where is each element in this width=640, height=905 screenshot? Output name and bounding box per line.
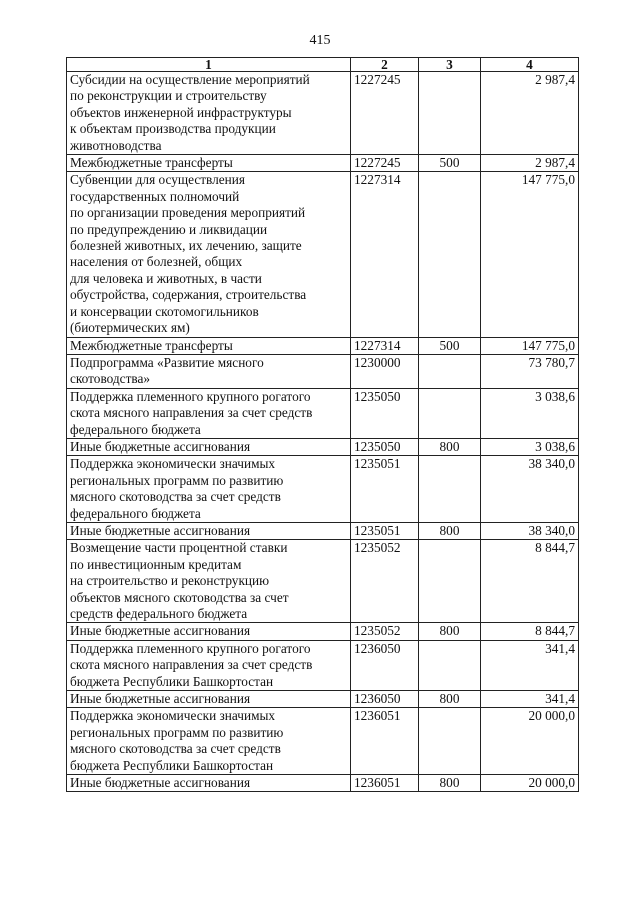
row-code-cell: 1235051 bbox=[351, 522, 419, 539]
row-amount-cell: 73 780,7 bbox=[481, 354, 579, 388]
row-type-cell: 800 bbox=[419, 623, 481, 640]
table-row bbox=[67, 388, 579, 438]
budget-table bbox=[66, 57, 579, 792]
row-code-cell: 1235050 bbox=[351, 438, 419, 455]
row-amount-cell: 341,4 bbox=[481, 640, 579, 690]
table-body bbox=[67, 72, 579, 792]
row-name-cell: Межбюджетные трансферты bbox=[67, 155, 351, 172]
row-amount-cell: 20 000,0 bbox=[481, 708, 579, 775]
row-amount-cell: 8 844,7 bbox=[481, 623, 579, 640]
row-amount-cell: 3 038,6 bbox=[481, 438, 579, 455]
row-name-cell: Субвенции для осуществления государственных полномочий по организации проведения мероприятий по предупреждению и ликвидации болезней животных, их лечению, защите населения от болезней, общих для человека и животных, в части обустройства, содержания, строительства и консервации скотомогильников (биотермических ям) bbox=[67, 172, 351, 337]
table-row bbox=[67, 456, 579, 523]
row-type-cell: 800 bbox=[419, 522, 481, 539]
row-name-cell: Иные бюджетные ассигнования bbox=[67, 623, 351, 640]
row-amount-cell: 8 844,7 bbox=[481, 540, 579, 623]
page-number: 415 bbox=[309, 33, 331, 48]
row-amount-cell: 147 775,0 bbox=[481, 172, 579, 337]
row-name-cell: Поддержка экономически значимых региональных программ по развитию мясного скотоводства за счет средств федерального бюджета bbox=[67, 456, 351, 523]
row-amount-cell: 38 340,0 bbox=[481, 522, 579, 539]
row-name-cell: Иные бюджетные ассигнования bbox=[67, 438, 351, 455]
row-code-cell: 1227245 bbox=[351, 155, 419, 172]
row-type-cell bbox=[419, 388, 481, 438]
table-row bbox=[67, 354, 579, 388]
row-code-cell: 1227245 bbox=[351, 72, 419, 155]
table-row bbox=[67, 337, 579, 354]
row-name-cell: Иные бюджетные ассигнования bbox=[67, 522, 351, 539]
row-name-cell: Межбюджетные трансферты bbox=[67, 337, 351, 354]
row-code-cell: 1235050 bbox=[351, 388, 419, 438]
row-type-cell: 500 bbox=[419, 337, 481, 354]
row-code-cell: 1235052 bbox=[351, 540, 419, 623]
table-row bbox=[67, 775, 579, 792]
row-type-cell: 800 bbox=[419, 775, 481, 792]
row-name-cell: Поддержка племенного крупного рогатого скота мясного направления за счет средств бюджета Республики Башкортостан bbox=[67, 640, 351, 690]
row-type-cell bbox=[419, 172, 481, 337]
table-row bbox=[67, 72, 579, 155]
row-code-cell: 1236050 bbox=[351, 640, 419, 690]
row-type-cell bbox=[419, 708, 481, 775]
column-header-4: 4 bbox=[481, 58, 579, 72]
row-type-cell: 500 bbox=[419, 155, 481, 172]
row-code-cell: 1230000 bbox=[351, 354, 419, 388]
row-type-cell: 800 bbox=[419, 691, 481, 708]
table-header-row bbox=[67, 58, 579, 72]
row-name-cell: Иные бюджетные ассигнования bbox=[67, 775, 351, 792]
table-row bbox=[67, 623, 579, 640]
row-type-cell: 800 bbox=[419, 438, 481, 455]
table-row bbox=[67, 438, 579, 455]
row-code-cell: 1236050 bbox=[351, 691, 419, 708]
row-amount-cell: 341,4 bbox=[481, 691, 579, 708]
table-row bbox=[67, 691, 579, 708]
row-amount-cell: 20 000,0 bbox=[481, 775, 579, 792]
row-code-cell: 1236051 bbox=[351, 708, 419, 775]
row-name-cell: Субсидии на осуществление мероприятий по реконструкции и строительству объектов инженерной инфраструктуры к объектам производства продукции животноводства bbox=[67, 72, 351, 155]
column-header-1: 1 bbox=[67, 58, 351, 72]
row-name-cell: Поддержка племенного крупного рогатого скота мясного направления за счет средств федерального бюджета bbox=[67, 388, 351, 438]
column-header-2: 2 bbox=[351, 58, 419, 72]
row-name-cell: Поддержка экономически значимых региональных программ по развитию мясного скотоводства за счет средств бюджета Республики Башкортостан bbox=[67, 708, 351, 775]
row-code-cell: 1235052 bbox=[351, 623, 419, 640]
table-row bbox=[67, 640, 579, 690]
row-amount-cell: 2 987,4 bbox=[481, 155, 579, 172]
row-amount-cell: 3 038,6 bbox=[481, 388, 579, 438]
row-name-cell: Возмещение части процентной ставки по инвестиционным кредитам на строительство и реконструкцию объектов мясного скотоводства за счет средств федерального бюджета bbox=[67, 540, 351, 623]
table-row bbox=[67, 540, 579, 623]
row-name-cell: Подпрограмма «Развитие мясного скотоводства» bbox=[67, 354, 351, 388]
row-name-cell: Иные бюджетные ассигнования bbox=[67, 691, 351, 708]
row-amount-cell: 2 987,4 bbox=[481, 72, 579, 155]
column-header-3: 3 bbox=[419, 58, 481, 72]
row-code-cell: 1227314 bbox=[351, 337, 419, 354]
row-type-cell bbox=[419, 640, 481, 690]
row-code-cell: 1236051 bbox=[351, 775, 419, 792]
row-amount-cell: 147 775,0 bbox=[481, 337, 579, 354]
table-row bbox=[67, 708, 579, 775]
row-type-cell bbox=[419, 456, 481, 523]
table-row bbox=[67, 522, 579, 539]
table-row bbox=[67, 155, 579, 172]
row-amount-cell: 38 340,0 bbox=[481, 456, 579, 523]
row-code-cell: 1227314 bbox=[351, 172, 419, 337]
row-type-cell bbox=[419, 354, 481, 388]
table-row bbox=[67, 172, 579, 337]
row-code-cell: 1235051 bbox=[351, 456, 419, 523]
row-type-cell bbox=[419, 540, 481, 623]
row-type-cell bbox=[419, 72, 481, 155]
